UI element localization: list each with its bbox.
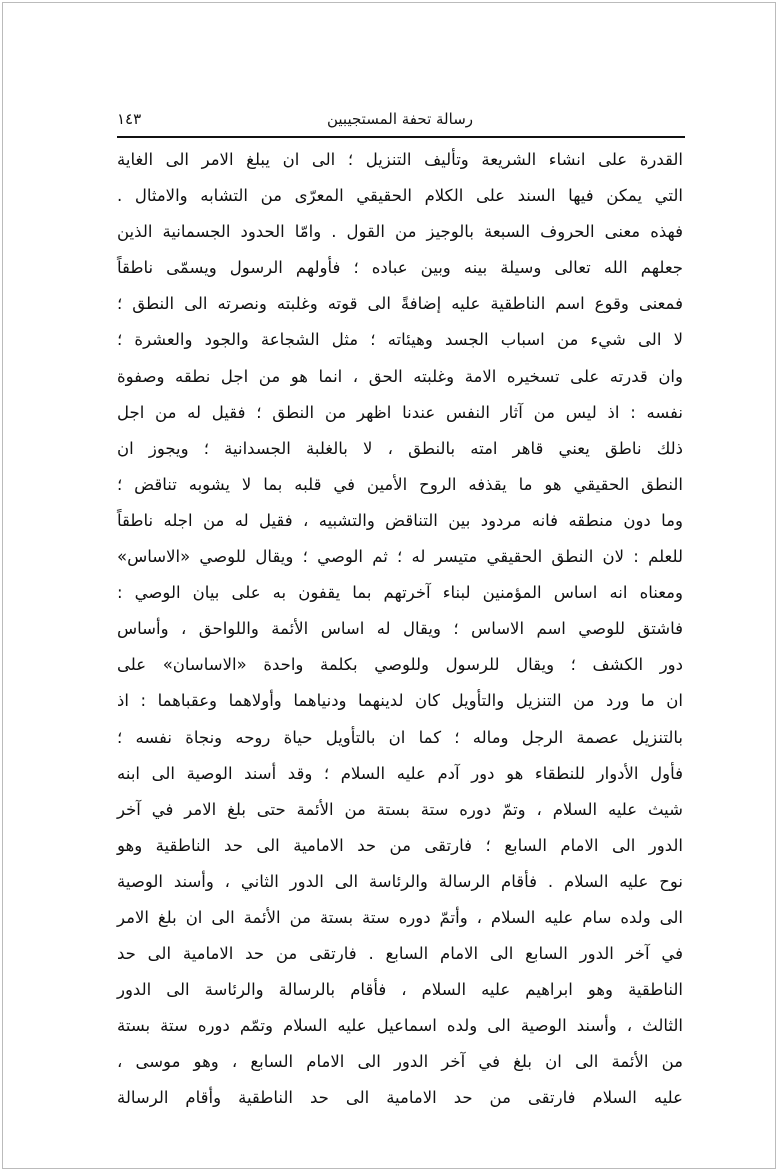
text-line: الدور الى الامام السابع ؛ فارتقى من حد الامامية الى حد الناطقية وهو: [117, 835, 683, 855]
text-line: ان ما ورد من التنزيل والتأويل كان لدينهما ودنياهما وأولاهما وعقباهما : اذ: [117, 691, 683, 711]
text-line: فهذه معنى الحروف السبعة بالوجيز من القول . وامّا الحدود الجسمانية الذين: [117, 222, 683, 242]
text-line: الى ولده سام عليه السلام ، وأتمّ دوره ستة بستة من الأئمة الى ان بلغ الامر: [117, 907, 683, 927]
page-header: [117, 108, 683, 134]
body-text: [117, 142, 683, 1117]
text-line: للعلم : لان النطق الحقيقي متيسر له ؛ ثم الوصي ؛ ويقال للوصي «الاساس»: [117, 547, 683, 567]
text-line: بالتنزيل عصمة الرجل وماله ؛ كما ان بالتأويل حياة روحه ونجاة نفسه ؛: [117, 727, 683, 747]
text-line: الناطقية وهو ابراهيم عليه السلام ، فأقام بالرسالة والرئاسة الى الدور: [117, 980, 683, 1000]
text-line: دور الكشف ؛ ويقال للرسول وللوصي بكلمة واحدة «الاساسان» على: [117, 655, 683, 675]
header-rule: [117, 136, 685, 138]
text-line: في آخر الدور السابع الى الامام السابع . فارتقى من حد الامامية الى حد: [117, 944, 683, 964]
text-line: التي يمكن فيها السند على الكلام الحقيقي المعرّى من التشابه والامثال .: [117, 186, 683, 206]
text-line: وان قدرته على تسخيره الامة وغلبته الحق ، انما هو من اجل نطقه وصفوة: [117, 366, 683, 386]
page-number: ١٤٣: [117, 110, 142, 128]
text-line: من الأئمة الى ان بلغ في آخر الدور الى الامام السابع ، وهو موسى ،: [117, 1052, 683, 1072]
text-line: عليه السلام فارتقى من حد الامامية الى حد الناطقية وأقام الرسالة: [117, 1088, 683, 1108]
text-line: فأول الأدوار للنطقاء هو دور آدم عليه السلام ؛ وقد أسند الوصية الى ابنه: [117, 763, 683, 783]
text-line: لا الى شيء من اسباب الجسد وهيئاته ؛ مثل الشجاعة والجود والعشرة ؛: [117, 330, 683, 350]
text-line: فمعنى وقوع اسم الناطقية عليه إضافةً الى قوته وغلبته ونصرته الى النطق ؛: [117, 294, 683, 314]
text-line: ومعناه انه اساس المؤمنين لبناء آخرتهم بما يقفون به على بيان الوصي :: [117, 583, 683, 603]
text-line: جعلهم الله تعالى وسيلة بينه وبين عباده ؛ فأولهم الرسول ويسمّى ناطقاً: [117, 258, 683, 278]
text-line: فاشتق للوصي اسم الاساس ؛ ويقال له اساس الأئمة واللواحق ، وأساس: [117, 619, 683, 639]
text-line: ذلك ناطق يعني قاهر امته بالنطق ، لا بالغلبة الجسدانية ؛ ويجوز ان: [117, 438, 683, 458]
text-line: القدرة على انشاء الشريعة وتأليف التنزيل ؛ الى ان يبلغ الامر الى الغاية: [117, 150, 683, 169]
text-line: شيث عليه السلام ، وتمّ دوره ستة بستة من الأئمة حتى بلغ الامر في آخر: [117, 799, 683, 819]
running-title: رسالة تحفة المستجيبين: [326, 110, 473, 128]
text-line: الثالث ، وأسند الوصية الى ولده اسماعيل عليه السلام وتمّم دوره ستة بستة: [117, 1016, 683, 1036]
text-line: وما دون منطقه فانه مردود بين التناقض والتشبيه ، فقيل له من اجله ناطقاً: [117, 510, 683, 530]
text-line: نوح عليه السلام . فأقام الرسالة والرئاسة الى الدور الثاني ، وأسند الوصية: [117, 871, 683, 891]
text-line: نفسه : اذ ليس من آثار النفس عندنا اظهر من النطق ؛ فقيل له من اجل: [117, 402, 683, 422]
text-line: النطق الحقيقي هو ما يقذفه الروح الأمين في قلبه بما لا يشوبه تناقض ؛: [117, 474, 683, 494]
